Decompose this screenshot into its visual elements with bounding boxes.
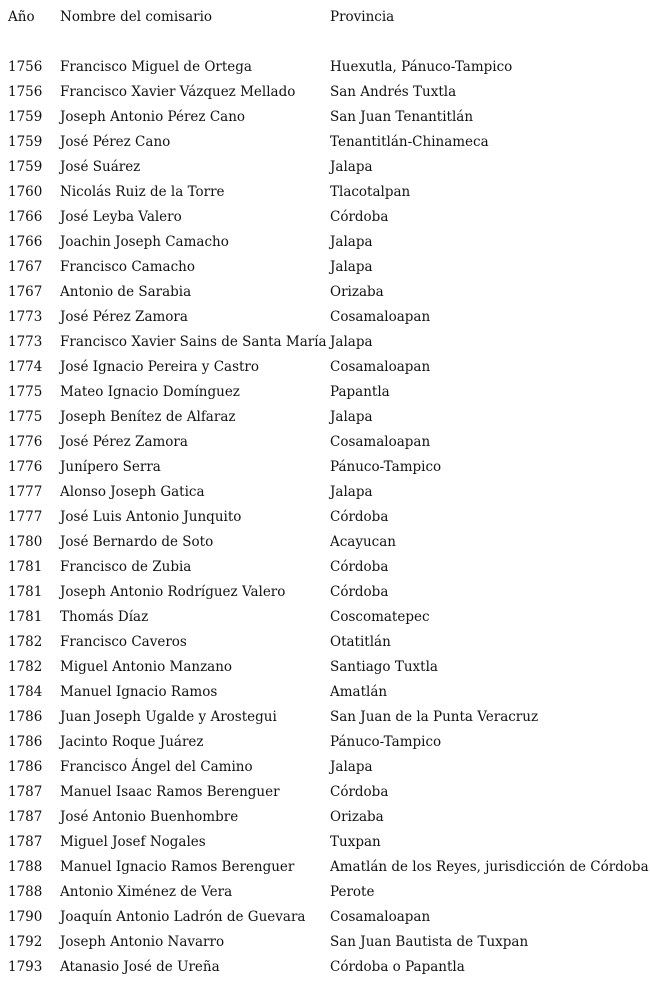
table-row [0,182,650,202]
row-name: Alonso Joseph Gatica [60,484,205,500]
row-year: 1786 [8,734,43,750]
header-name: Nombre del comisario [60,9,213,25]
row-year: 1759 [8,159,43,175]
row-year: 1787 [8,834,43,850]
row-year: 1777 [8,509,43,525]
table-row [0,382,650,402]
row-name: Antonio Ximénez de Vera [60,884,233,900]
row-year: 1781 [8,609,43,625]
table-row [0,882,650,902]
row-name: José Leyba Valero [60,209,182,225]
row-province: Orizaba [330,284,384,300]
row-province: Coscomatepec [330,609,430,625]
row-province: Orizaba [330,809,384,825]
table-row [0,782,650,802]
row-name: Francisco Xavier Sains de Santa María [60,334,327,350]
row-province: Tenantitlán-Chinameca [330,134,489,150]
table-row [0,907,650,927]
row-year: 1759 [8,109,43,125]
table-row [0,157,650,177]
row-name: José Pérez Zamora [60,434,188,450]
row-province: Jalapa [330,484,373,500]
row-province: Perote [330,884,375,900]
row-province: Córdoba [330,559,389,575]
row-name: Miguel Antonio Manzano [60,659,233,675]
row-province: Tlacotalpan [330,184,411,200]
row-year: 1777 [8,484,43,500]
row-name: Thomás Díaz [60,609,149,625]
table-row [0,432,650,452]
row-name: Atanasio José de Ureña [60,959,220,975]
table-row [0,532,650,552]
row-name: Juan Joseph Ugalde y Arostegui [60,709,277,725]
row-province: Amatlán [330,684,388,700]
row-year: 1773 [8,334,43,350]
row-name: Manuel Ignacio Ramos Berenguer [60,859,295,875]
row-name: Nicolás Ruiz de la Torre [60,184,225,200]
row-name: Francisco Camacho [60,259,195,275]
row-name: José Ignacio Pereira y Castro [60,359,260,375]
table-row [0,207,650,227]
table-row [0,82,650,102]
row-province: Papantla [330,384,390,400]
row-name: Joachin Joseph Camacho [60,234,229,250]
row-province: Jalapa [330,759,373,775]
row-year: 1776 [8,434,43,450]
row-year: 1756 [8,59,43,75]
table-row [0,232,650,252]
row-year: 1775 [8,409,43,425]
table-row [0,57,650,77]
table-row [0,832,650,852]
row-province: Acayucan [330,534,396,550]
row-name: José Antonio Buenhombre [60,809,239,825]
table-row [0,707,650,727]
row-year: 1781 [8,559,43,575]
row-year: 1759 [8,134,43,150]
row-name: Miguel Josef Nogales [60,834,206,850]
row-name: José Bernardo de Soto [60,534,214,550]
row-year: 1756 [8,84,43,100]
row-name: Joseph Antonio Pérez Cano [60,109,246,125]
row-province: San Juan Tenantitlán [330,109,474,125]
table-row [0,557,650,577]
table-row [0,682,650,702]
row-year: 1792 [8,934,43,950]
row-year: 1784 [8,684,43,700]
row-province: Jalapa [330,159,373,175]
table-row [0,582,650,602]
row-province: Córdoba o Papantla [330,959,465,975]
row-year: 1787 [8,809,43,825]
row-province: Jalapa [330,234,373,250]
table-row [0,507,650,527]
row-year: 1788 [8,884,43,900]
table-row [0,107,650,127]
row-province: Tuxpan [330,834,381,850]
row-year: 1767 [8,284,43,300]
row-name: José Pérez Cano [60,134,171,150]
table-row [0,657,650,677]
table-row [0,607,650,627]
row-province: Córdoba [330,784,389,800]
table-row [0,307,650,327]
row-name: Francisco de Zubia [60,559,192,575]
row-name: Francisco Caveros [60,634,187,650]
row-province: San Andrés Tuxtla [330,84,457,100]
row-year: 1776 [8,459,43,475]
row-year: 1788 [8,859,43,875]
row-province: Cosamaloapan [330,909,431,925]
table-row [0,357,650,377]
row-name: Joseph Antonio Rodríguez Valero [60,584,286,600]
table-row [0,857,650,877]
table-row [0,257,650,277]
row-year: 1787 [8,784,43,800]
row-province: Pánuco-Tampico [330,459,442,475]
row-province: San Juan Bautista de Tuxpan [330,934,529,950]
row-province: Jalapa [330,334,373,350]
table-row [0,282,650,302]
row-name: José Pérez Zamora [60,309,188,325]
row-province: Pánuco-Tampico [330,734,442,750]
header-province: Provincia [330,9,395,25]
row-name: Joseph Benítez de Alfaraz [60,409,236,425]
row-province: Cosamaloapan [330,434,431,450]
row-year: 1793 [8,959,43,975]
row-province: Jalapa [330,409,373,425]
row-province: Córdoba [330,584,389,600]
row-name: Mateo Ignacio Domínguez [60,384,240,400]
row-province: Córdoba [330,509,389,525]
row-province: Córdoba [330,209,389,225]
row-year: 1781 [8,584,43,600]
row-name: José Suárez [60,159,141,175]
table-row [0,732,650,752]
row-year: 1790 [8,909,43,925]
row-province: Huexutla, Pánuco-Tampico [330,59,513,75]
row-province: Jalapa [330,259,373,275]
row-name: Manuel Ignacio Ramos [60,684,218,700]
table-row [0,482,650,502]
row-name: Joaquín Antonio Ladrón de Guevara [60,909,306,925]
row-year: 1767 [8,259,43,275]
row-name: Antonio de Sarabia [60,284,192,300]
row-year: 1775 [8,384,43,400]
table-row [0,132,650,152]
row-year: 1786 [8,709,43,725]
table-row [0,757,650,777]
row-name: Joseph Antonio Navarro [60,934,225,950]
table-row [0,407,650,427]
table-row [0,807,650,827]
row-year: 1766 [8,209,43,225]
row-name: Manuel Isaac Ramos Berenguer [60,784,280,800]
header-year: Año [8,9,35,25]
row-year: 1766 [8,234,43,250]
row-province: Amatlán de los Reyes, jurisdicción de Córdoba [330,859,649,875]
table-row [0,332,650,352]
row-year: 1780 [8,534,43,550]
row-year: 1773 [8,309,43,325]
table-row [0,932,650,952]
row-year: 1760 [8,184,43,200]
row-year: 1774 [8,359,43,375]
row-year: 1786 [8,759,43,775]
row-province: Cosamaloapan [330,309,431,325]
row-name: Jacinto Roque Juárez [60,734,204,750]
row-year: 1782 [8,634,43,650]
row-year: 1782 [8,659,43,675]
table-row [0,957,650,977]
row-name: Francisco Ángel del Camino [60,759,253,775]
row-name: José Luis Antonio Junquito [60,509,242,525]
row-name: Francisco Miguel de Ortega [60,59,252,75]
row-province: Santiago Tuxtla [330,659,438,675]
table-row [0,457,650,477]
table-header [0,7,650,27]
row-province: Otatitlán [330,634,391,650]
row-province: San Juan de la Punta Veracruz [330,709,539,725]
row-name: Francisco Xavier Vázquez Mellado [60,84,296,100]
row-name: Junípero Serra [60,459,161,475]
table-row [0,632,650,652]
row-province: Cosamaloapan [330,359,431,375]
